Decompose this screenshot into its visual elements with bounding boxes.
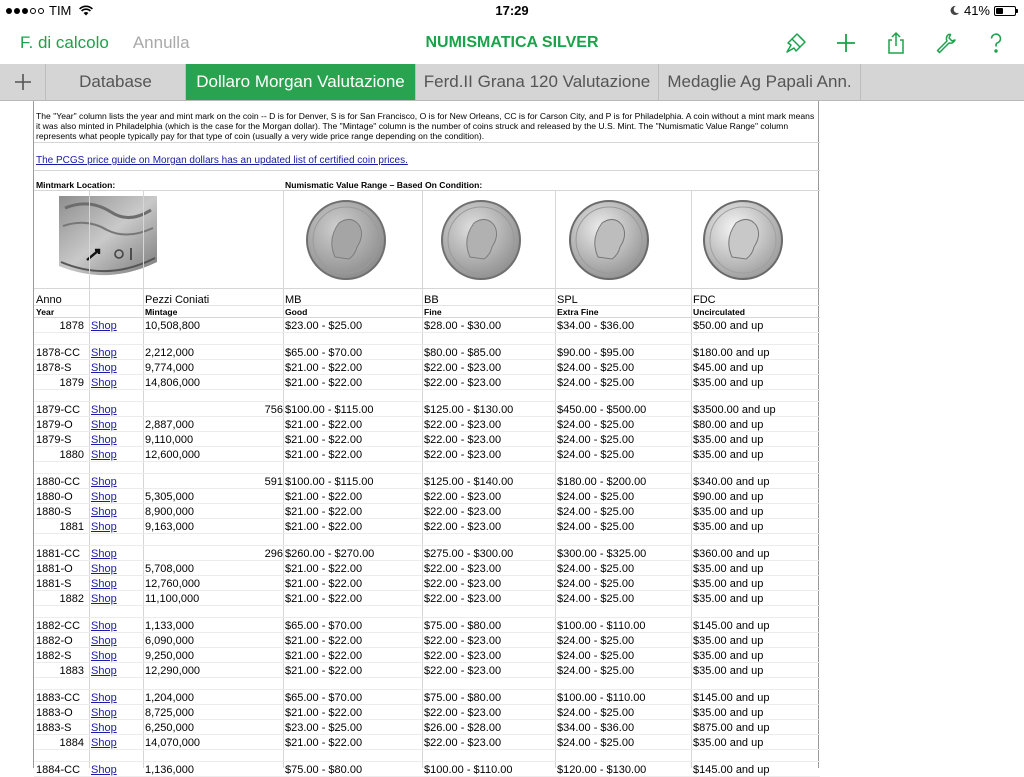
help-icon[interactable] — [984, 31, 1008, 55]
cell-mintage: 1,204,000 — [145, 692, 194, 704]
table-row[interactable] — [34, 447, 820, 462]
cell-good: $65.00 - $70.00 — [285, 692, 363, 704]
cell-year: 1882-O — [36, 635, 73, 647]
cell-year: 1880-O — [36, 491, 73, 503]
table-row[interactable] — [34, 648, 820, 663]
status-bar — [0, 0, 1024, 22]
tab-database[interactable]: Database — [46, 64, 186, 100]
table-body — [34, 318, 820, 777]
cell-year: 1880-CC — [36, 476, 81, 488]
table-row[interactable] — [34, 633, 820, 648]
header-extra-fine: Extra Fine — [557, 307, 599, 317]
cell-fine: $22.00 - $23.00 — [424, 563, 502, 575]
cell-extra-fine: $24.00 - $25.00 — [557, 737, 635, 749]
cell-mintage: 9,163,000 — [145, 521, 194, 533]
cell-extra-fine: $24.00 - $25.00 — [557, 434, 635, 446]
shop-link[interactable]: Shop — [91, 722, 117, 734]
toolbar — [0, 22, 1024, 64]
header-spl: SPL — [557, 294, 578, 306]
cell-good: $23.00 - $25.00 — [285, 320, 363, 332]
cell-mintage: 10,508,800 — [145, 320, 201, 332]
cell-fine: $22.00 - $23.00 — [424, 419, 502, 431]
cell-year: 1879-S — [36, 434, 72, 446]
cell-extra-fine: $120.00 - $130.00 — [557, 764, 647, 776]
cell-year: 1881-O — [36, 563, 73, 575]
shop-link[interactable]: Shop — [91, 593, 117, 605]
cell-uncirculated: $875.00 and up — [693, 722, 770, 734]
cell-uncirculated: $45.00 and up — [693, 362, 764, 374]
shop-link[interactable]: Shop — [91, 404, 117, 416]
cell-good: $21.00 - $22.00 — [285, 635, 363, 647]
table-row[interactable] — [34, 417, 820, 432]
cell-year: 1884-CC — [36, 764, 81, 776]
coin-images-row — [34, 191, 820, 289]
cell-uncirculated: $90.00 and up — [693, 491, 764, 503]
plus-icon — [14, 73, 32, 91]
cell-uncirculated: $340.00 and up — [693, 476, 770, 488]
cell-mintage: 756 — [264, 404, 283, 416]
cell-mintage: 1,136,000 — [145, 764, 194, 776]
cell-fine: $275.00 - $300.00 — [424, 548, 514, 560]
cell-mintage: 5,305,000 — [145, 491, 194, 503]
cell-mintage: 8,900,000 — [145, 506, 194, 518]
header-bb: BB — [424, 294, 439, 306]
cell-year: 1883 — [59, 665, 84, 677]
cell-extra-fine: $24.00 - $25.00 — [557, 491, 635, 503]
cell-good: $21.00 - $22.00 — [285, 506, 363, 518]
table-row[interactable] — [34, 735, 820, 750]
shop-link[interactable]: Shop — [91, 434, 117, 446]
cell-uncirculated: $50.00 and up — [693, 320, 764, 332]
cell-year: 1880-S — [36, 506, 72, 518]
cell-mintage: 12,760,000 — [145, 578, 201, 590]
cell-fine: $22.00 - $23.00 — [424, 362, 502, 374]
pcgs-link-row — [34, 143, 820, 171]
cell-extra-fine: $24.00 - $25.00 — [557, 707, 635, 719]
table-row-empty[interactable] — [34, 462, 820, 474]
header-pezzi-coniati: Pezzi Coniati — [145, 294, 210, 306]
shop-link[interactable]: Shop — [91, 521, 117, 533]
cell-mintage: 9,250,000 — [145, 650, 194, 662]
cell-fine: $22.00 - $23.00 — [424, 578, 502, 590]
shop-link[interactable]: Shop — [91, 548, 117, 560]
cell-year: 1883-O — [36, 707, 73, 719]
coin-extra-fine-image — [568, 199, 650, 281]
cell-fine: $80.00 - $85.00 — [424, 347, 502, 359]
cell-uncirculated: $35.00 and up — [693, 563, 764, 575]
cell-fine: $22.00 - $23.00 — [424, 665, 502, 677]
description-text: The "Year" column lists the year and mint mark on the coin -- D is for Denver, S is for San Francisco, O is for New Orleans, CC is for Carson City, and P is for Philadelphia. A coin without a mint mark means it was also minted in Philadelphia (which is the case for the Morgan dollar). The "Mintage" column is the number of coins struck and released by the U.S. Mint. The "Numismatic Value Range" column represents what people typically pay for that type of coin (usually a very wide price range depending on the condition). — [34, 101, 820, 143]
header-good: Good — [285, 307, 308, 317]
cell-mintage: 12,290,000 — [145, 665, 201, 677]
cell-extra-fine: $24.00 - $25.00 — [557, 593, 635, 605]
cell-year: 1878-CC — [36, 347, 81, 359]
battery-percentage: 41% — [963, 3, 990, 18]
table-row[interactable] — [34, 762, 820, 777]
cell-extra-fine: $24.00 - $25.00 — [557, 521, 635, 533]
shop-link[interactable]: Shop — [91, 665, 117, 677]
shop-link[interactable]: Shop — [91, 764, 117, 776]
cell-mintage: 6,250,000 — [145, 722, 194, 734]
cell-extra-fine: $24.00 - $25.00 — [557, 506, 635, 518]
cell-fine: $22.00 - $23.00 — [424, 491, 502, 503]
shop-link[interactable]: Shop — [91, 635, 117, 647]
header-mb: MB — [285, 294, 302, 306]
cell-uncirculated: $180.00 and up — [693, 347, 770, 359]
cell-good: $21.00 - $22.00 — [285, 491, 363, 503]
cell-good: $21.00 - $22.00 — [285, 362, 363, 374]
spreadsheets-back-button[interactable]: F. di calcolo — [20, 33, 109, 52]
table-row[interactable] — [34, 690, 820, 705]
cell-good: $21.00 - $22.00 — [285, 449, 363, 461]
cell-uncirculated: $360.00 and up — [693, 548, 770, 560]
cell-year: 1878-S — [36, 362, 72, 374]
cell-year: 1883-CC — [36, 692, 81, 704]
cell-year: 1882-CC — [36, 620, 81, 632]
cell-fine: $75.00 - $80.00 — [424, 620, 502, 632]
cell-fine: $22.00 - $23.00 — [424, 521, 502, 533]
battery-level — [996, 8, 1003, 14]
cell-good: $100.00 - $115.00 — [285, 476, 374, 488]
cell-year: 1879-CC — [36, 404, 81, 416]
shop-link[interactable]: Shop — [91, 419, 117, 431]
pcgs-price-guide-link[interactable]: The PCGS price guide on Morgan dollars has an updated list of certified coin prices. — [36, 155, 408, 166]
cell-uncirculated: $35.00 and up — [693, 578, 764, 590]
cell-extra-fine: $24.00 - $25.00 — [557, 635, 635, 647]
cell-extra-fine: $24.00 - $25.00 — [557, 449, 635, 461]
section-header-row — [34, 171, 820, 191]
cell-uncirculated: $35.00 and up — [693, 635, 764, 647]
shop-link[interactable]: Shop — [91, 563, 117, 575]
cell-uncirculated: $35.00 and up — [693, 434, 764, 446]
cell-fine: $22.00 - $23.00 — [424, 650, 502, 662]
shop-link[interactable]: Shop — [91, 491, 117, 503]
tab-ferd-ii-grana-120-valutazione[interactable]: Ferd.II Grana 120 Valutazione — [416, 64, 659, 100]
cell-fine: $22.00 - $23.00 — [424, 434, 502, 446]
cell-extra-fine: $90.00 - $95.00 — [557, 347, 635, 359]
cell-good: $21.00 - $22.00 — [285, 578, 363, 590]
tab-dollaro-morgan-valutazione[interactable]: Dollaro Morgan Valutazione — [186, 64, 416, 100]
sheet-tab-bar — [0, 64, 1024, 101]
cell-extra-fine: $180.00 - $200.00 — [557, 476, 647, 488]
cell-good: $21.00 - $22.00 — [285, 650, 363, 662]
cell-fine: $100.00 - $110.00 — [424, 764, 513, 776]
cell-fine: $22.00 - $23.00 — [424, 449, 502, 461]
cell-fine: $22.00 - $23.00 — [424, 737, 502, 749]
table-row[interactable] — [34, 474, 820, 489]
cell-mintage: 2,887,000 — [145, 419, 194, 431]
coin-fine-image — [440, 199, 522, 281]
cell-good: $65.00 - $70.00 — [285, 347, 363, 359]
cell-uncirculated: $35.00 and up — [693, 650, 764, 662]
cell-good: $21.00 - $22.00 — [285, 593, 363, 605]
table-row[interactable] — [34, 375, 820, 390]
cell-year: 1878 — [59, 320, 84, 332]
table-row-empty[interactable] — [34, 606, 820, 618]
cell-uncirculated: $3500.00 and up — [693, 404, 776, 416]
format-brush-icon[interactable] — [784, 31, 808, 55]
cell-extra-fine: $24.00 - $25.00 — [557, 665, 635, 677]
shop-link[interactable]: Shop — [91, 692, 117, 704]
cell-extra-fine: $24.00 - $25.00 — [557, 563, 635, 575]
table-row[interactable] — [34, 663, 820, 678]
cell-mintage: 8,725,000 — [145, 707, 194, 719]
cell-fine: $75.00 - $80.00 — [424, 692, 502, 704]
cell-uncirculated: $35.00 and up — [693, 506, 764, 518]
coin-good-image — [305, 199, 387, 281]
cell-good: $21.00 - $22.00 — [285, 434, 363, 446]
cell-mintage: 6,090,000 — [145, 635, 194, 647]
shop-link[interactable]: Shop — [91, 476, 117, 488]
cell-uncirculated: $35.00 and up — [693, 521, 764, 533]
cell-extra-fine: $24.00 - $25.00 — [557, 419, 635, 431]
table-row[interactable] — [34, 720, 820, 735]
table-row[interactable] — [34, 432, 820, 447]
coin-uncirculated-image — [702, 199, 784, 281]
cell-year: 1879 — [59, 377, 84, 389]
clock: 17:29 — [495, 3, 529, 18]
table-row[interactable] — [34, 402, 820, 417]
cell-good: $21.00 - $22.00 — [285, 419, 363, 431]
cell-uncirculated: $35.00 and up — [693, 449, 764, 461]
cell-uncirculated: $145.00 and up — [693, 620, 770, 632]
carrier-name: TIM — [49, 3, 72, 18]
shop-link[interactable]: Shop — [91, 362, 117, 374]
cell-good: $21.00 - $22.00 — [285, 707, 363, 719]
cell-fine: $22.00 - $23.00 — [424, 377, 502, 389]
table-row-empty[interactable] — [34, 678, 820, 690]
table-row[interactable] — [34, 546, 820, 561]
cell-extra-fine: $34.00 - $36.00 — [557, 320, 635, 332]
document-title: NUMISMATICA SILVER — [425, 34, 599, 51]
cell-uncirculated: $145.00 and up — [693, 764, 770, 776]
cell-extra-fine: $24.00 - $25.00 — [557, 650, 635, 662]
cell-fine: $22.00 - $23.00 — [424, 506, 502, 518]
table-row[interactable] — [34, 576, 820, 591]
cell-mintage: 296 — [264, 548, 283, 560]
cell-good: $21.00 - $22.00 — [285, 665, 363, 677]
shop-link[interactable]: Shop — [91, 347, 117, 359]
share-icon[interactable] — [884, 31, 908, 55]
cell-uncirculated: $80.00 and up — [693, 419, 764, 431]
battery-icon — [994, 6, 1016, 16]
cell-extra-fine: $450.00 - $500.00 — [557, 404, 647, 416]
mintmark-location-label: Mintmark Location: — [36, 180, 116, 190]
cell-extra-fine: $34.00 - $36.00 — [557, 722, 635, 734]
table-row-empty[interactable] — [34, 333, 820, 345]
table-row[interactable] — [34, 561, 820, 576]
cell-fine: $22.00 - $23.00 — [424, 593, 502, 605]
table-row[interactable] — [34, 618, 820, 633]
battery-info — [949, 3, 1016, 18]
cell-mintage: 14,806,000 — [145, 377, 201, 389]
shop-link[interactable]: Shop — [91, 650, 117, 662]
cell-uncirculated: $35.00 and up — [693, 707, 764, 719]
cell-good: $21.00 - $22.00 — [285, 737, 363, 749]
cell-fine: $26.00 - $28.00 — [424, 722, 502, 734]
cell-mintage: 14,070,000 — [145, 737, 201, 749]
header-year: Year — [36, 307, 55, 317]
cell-year: 1881 — [59, 521, 84, 533]
cell-good: $100.00 - $115.00 — [285, 404, 374, 416]
cell-year: 1884 — [59, 737, 84, 749]
cell-good: $65.00 - $70.00 — [285, 620, 363, 632]
cell-extra-fine: $24.00 - $25.00 — [557, 377, 635, 389]
cell-extra-fine: $100.00 - $110.00 — [557, 692, 646, 704]
table-row[interactable] — [34, 591, 820, 606]
cell-year: 1879-O — [36, 419, 73, 431]
cell-mintage: 5,708,000 — [145, 563, 194, 575]
plus-icon[interactable] — [834, 31, 858, 55]
shop-link[interactable]: Shop — [91, 737, 117, 749]
cell-mintage: 1,133,000 — [145, 620, 194, 632]
shop-link[interactable]: Shop — [91, 707, 117, 719]
add-sheet-button[interactable] — [0, 64, 46, 100]
header-anno: Anno — [36, 294, 62, 306]
cell-mintage: 11,100,000 — [145, 593, 200, 605]
cell-year: 1883-S — [36, 722, 72, 734]
cell-year: 1882-S — [36, 650, 72, 662]
header-uncirculated: Uncirculated — [693, 307, 746, 317]
cell-extra-fine: $24.00 - $25.00 — [557, 362, 635, 374]
cell-uncirculated: $145.00 and up — [693, 692, 770, 704]
cell-extra-fine: $100.00 - $110.00 — [557, 620, 646, 632]
cell-fine: $28.00 - $30.00 — [424, 320, 502, 332]
table-row[interactable] — [34, 519, 820, 534]
cell-good: $75.00 - $80.00 — [285, 764, 363, 776]
shop-link[interactable]: Shop — [91, 320, 117, 332]
header-fdc: FDC — [693, 294, 716, 306]
header-mintage: Mintage — [145, 307, 178, 317]
cell-year: 1881-S — [36, 578, 72, 590]
header-fine: Fine — [424, 307, 442, 317]
table-row[interactable] — [34, 345, 820, 360]
shop-link[interactable]: Shop — [91, 449, 117, 461]
table-row[interactable] — [34, 489, 820, 504]
cell-fine: $125.00 - $140.00 — [424, 476, 514, 488]
cell-fine: $22.00 - $23.00 — [424, 707, 502, 719]
cell-extra-fine: $24.00 - $25.00 — [557, 578, 635, 590]
cell-year: 1881-CC — [36, 548, 81, 560]
cell-good: $21.00 - $22.00 — [285, 377, 363, 389]
cell-year: 1882 — [59, 593, 84, 605]
table-row[interactable] — [34, 705, 820, 720]
cell-uncirculated: $35.00 and up — [693, 737, 764, 749]
cell-mintage: 12,600,000 — [145, 449, 201, 461]
cell-uncirculated: $35.00 and up — [693, 377, 764, 389]
cell-fine: $22.00 - $23.00 — [424, 635, 502, 647]
cell-mintage: 9,774,000 — [145, 362, 194, 374]
table-header-italian — [34, 289, 820, 306]
cell-good: $21.00 - $22.00 — [285, 521, 363, 533]
cell-year: 1880 — [59, 449, 84, 461]
shop-link[interactable]: Shop — [91, 377, 117, 389]
cell-good: $21.00 - $22.00 — [285, 563, 363, 575]
shop-link[interactable]: Shop — [91, 578, 117, 590]
spreadsheet-table[interactable] — [33, 101, 819, 776]
cell-uncirculated: $35.00 and up — [693, 665, 764, 677]
table-row-empty[interactable] — [34, 390, 820, 402]
table-row-empty[interactable] — [34, 750, 820, 762]
cell-mintage: 9,110,000 — [145, 434, 194, 446]
table-row-empty[interactable] — [34, 534, 820, 546]
shop-link[interactable]: Shop — [91, 620, 117, 632]
moon-icon — [949, 5, 960, 16]
table-header-english — [34, 306, 820, 318]
tab-medaglie-ag-papali-ann[interactable]: Medaglie Ag Papali Ann. — [659, 64, 861, 100]
cell-fine: $125.00 - $130.00 — [424, 404, 514, 416]
undo-button[interactable]: Annulla — [132, 33, 190, 52]
cell-uncirculated: $35.00 and up — [693, 593, 764, 605]
shop-link[interactable]: Shop — [91, 506, 117, 518]
value-range-label: Numismatic Value Range – Based On Condition: — [285, 180, 483, 190]
cell-extra-fine: $300.00 - $325.00 — [557, 548, 647, 560]
cell-good: $260.00 - $270.00 — [285, 548, 375, 560]
cell-mintage: 2,212,000 — [145, 347, 194, 359]
table-row[interactable] — [34, 504, 820, 519]
cell-good: $23.00 - $25.00 — [285, 722, 363, 734]
wrench-icon[interactable] — [934, 31, 958, 55]
table-row[interactable] — [34, 318, 820, 333]
table-row[interactable] — [34, 360, 820, 375]
cell-mintage: 591 — [264, 476, 283, 488]
